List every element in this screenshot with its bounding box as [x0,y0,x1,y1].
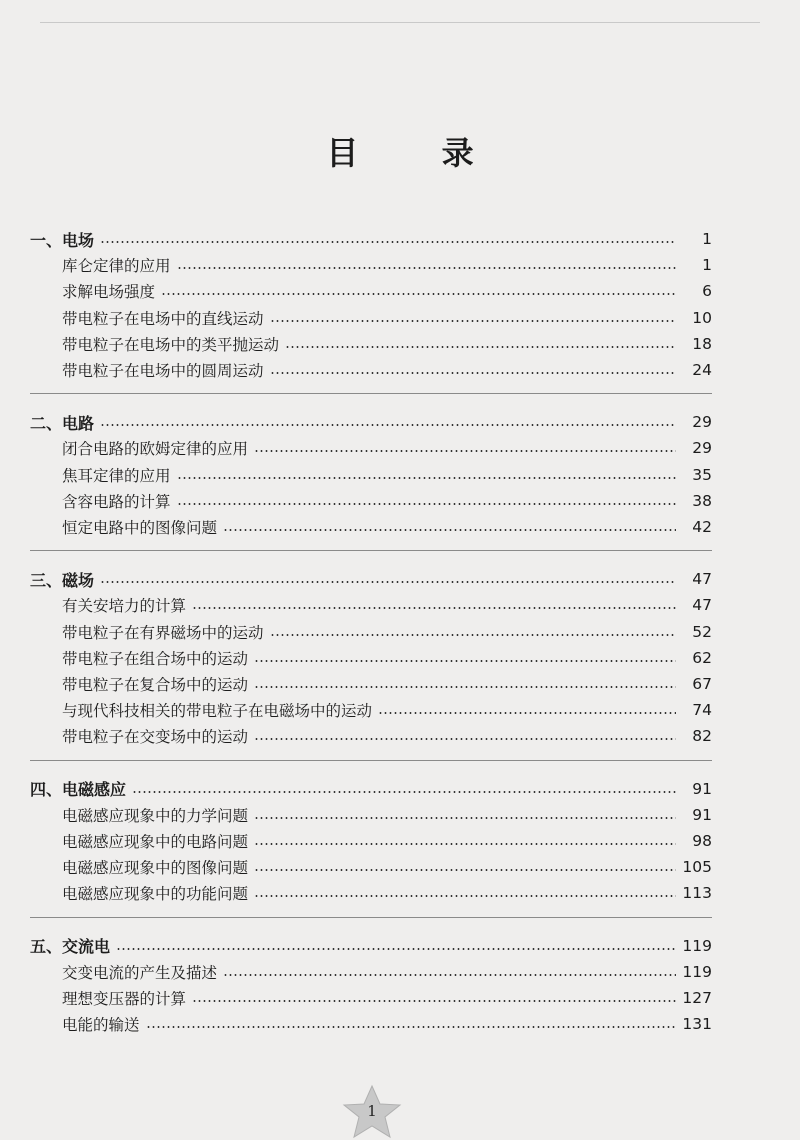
chapter-separator [30,393,712,394]
toc-section[interactable] [0,619,800,645]
toc-section-title: 带电粒子在复合场中的运动 [62,676,249,694]
toc-section-title: 电磁感应现象中的图像问题 [62,859,249,878]
toc-section[interactable] [0,854,800,880]
toc-section-page: 38 [692,491,712,510]
dot-leader [254,869,676,871]
toc-section[interactable] [0,985,800,1011]
dot-leader [254,895,676,897]
dot-leader [254,843,676,845]
toc-section-title: 带电粒子在电场中的直线运动 [62,309,264,328]
dot-leader [270,634,676,636]
dot-leader [254,450,676,452]
toc-section-page: 91 [692,805,712,824]
toc-chapter-page: 91 [692,779,712,798]
toc-section[interactable] [0,802,800,828]
toc-section-title: 带电粒子在有界磁场中的运动 [62,623,264,642]
toc-section-page: 18 [692,334,712,353]
toc-section[interactable] [0,723,800,749]
toc-section-title: 有关安培力的计算 [62,597,187,616]
toc-section-page: 47 [692,596,712,615]
toc-section[interactable] [0,592,800,618]
toc-chapter-page: 47 [692,570,712,589]
toc-section[interactable] [0,278,800,304]
dot-leader [100,424,676,426]
toc-section-title: 电能的输送 [62,1016,140,1035]
toc-section-title: 带电粒子在组合场中的运动 [62,649,249,668]
toc-chapter-page: 29 [692,413,712,432]
toc-section-page: 113 [682,884,712,903]
toc-section[interactable] [0,1011,800,1037]
toc-section-page: 10 [692,308,712,327]
dot-leader [161,293,676,295]
toc-chapter-title: 三、磁场 [30,570,95,590]
toc-section-title: 求解电场强度 [62,283,156,302]
toc-section[interactable] [0,828,800,854]
toc-section[interactable] [0,671,800,697]
toc-section-title: 带电粒子在电场中的圆周运动 [62,362,264,380]
dot-leader [146,1026,676,1028]
dot-leader [285,346,676,348]
toc-section-page: 29 [692,439,712,458]
toc-section-page: 131 [682,1015,712,1034]
toc-section-title: 焦耳定律的应用 [62,466,171,485]
toc-chapter-title: 五、交流电 [30,937,111,957]
dot-leader [177,477,676,479]
dot-leader [100,581,676,583]
dot-leader [192,607,676,609]
toc-section-page: 1 [702,256,712,275]
dot-leader [223,529,676,531]
toc-section[interactable] [0,697,800,723]
toc-chapter[interactable] [0,776,800,802]
toc-section-page: 127 [682,989,712,1007]
toc-chapter[interactable] [0,409,800,435]
toc-section-page: 42 [692,518,712,536]
toc-chapter-title: 四、电磁感应 [30,780,127,800]
dot-leader [254,817,676,819]
toc-section-title: 电磁感应现象中的力学问题 [62,806,249,825]
dot-leader [177,267,676,269]
dot-leader [270,372,676,374]
toc-section-page: 67 [692,675,712,693]
toc-section-page: 24 [692,361,712,379]
chapter-separator [30,760,712,761]
toc-section-page: 119 [682,962,712,981]
toc-section-title: 电磁感应现象中的电路问题 [62,833,249,851]
toc-section-page: 98 [692,832,712,850]
toc-section-title: 理想变压器的计算 [62,990,187,1008]
toc-section[interactable] [0,959,800,985]
toc-section-page: 62 [692,648,712,667]
toc-section-page: 52 [692,622,712,641]
toc-section-title: 含容电路的计算 [62,492,171,511]
dot-leader [378,712,676,714]
toc-section-title: 带电粒子在电场中的类平抛运动 [62,335,280,354]
toc-section[interactable] [0,880,800,906]
toc-section-page: 105 [682,858,712,877]
toc-chapter[interactable] [0,226,800,252]
toc-chapter[interactable] [0,933,800,959]
toc-section[interactable] [0,435,800,461]
toc-chapter[interactable] [0,566,800,592]
toc-section[interactable] [0,462,800,488]
dot-leader [192,1000,676,1002]
page-title: 目 录 [326,134,510,172]
toc-section-title: 与现代科技相关的带电粒子在电磁场中的运动 [62,702,373,721]
dot-leader [223,974,676,976]
toc-section[interactable] [0,305,800,331]
dot-leader [270,320,676,322]
dot-leader [177,503,676,505]
toc-section[interactable] [0,357,800,383]
toc-section[interactable] [0,488,800,514]
dot-leader [132,791,676,793]
toc-chapter-title: 二、电路 [30,413,95,433]
toc-section-title: 闭合电路的欧姆定律的应用 [62,440,249,459]
toc-section[interactable] [0,514,800,540]
toc-section-title: 电磁感应现象中的功能问题 [62,885,249,904]
chapter-separator [30,917,712,918]
toc-chapter-title: 一、电场 [30,230,95,250]
toc-section[interactable] [0,645,800,671]
toc-section-title: 恒定电路中的图像问题 [62,519,218,537]
dot-leader [116,948,676,950]
dot-leader [100,241,676,243]
toc-chapter-page: 1 [702,230,712,248]
toc-section-title: 交变电流的产生及描述 [62,963,218,982]
toc-section[interactable] [0,252,800,278]
toc-section-title: 库仑定律的应用 [62,257,171,276]
toc-section-page: 35 [692,465,712,484]
toc-section-page: 82 [692,727,712,746]
toc-section-page: 74 [692,701,712,720]
toc-section-page: 6 [702,282,712,301]
dot-leader [254,660,676,662]
toc-section[interactable] [0,331,800,357]
toc-section-title: 带电粒子在交变场中的运动 [62,728,249,747]
page-number: 1 [367,1102,377,1120]
dot-leader [254,738,676,740]
toc-chapter-page: 119 [682,936,712,955]
dot-leader [254,686,676,688]
chapter-separator [30,550,712,551]
